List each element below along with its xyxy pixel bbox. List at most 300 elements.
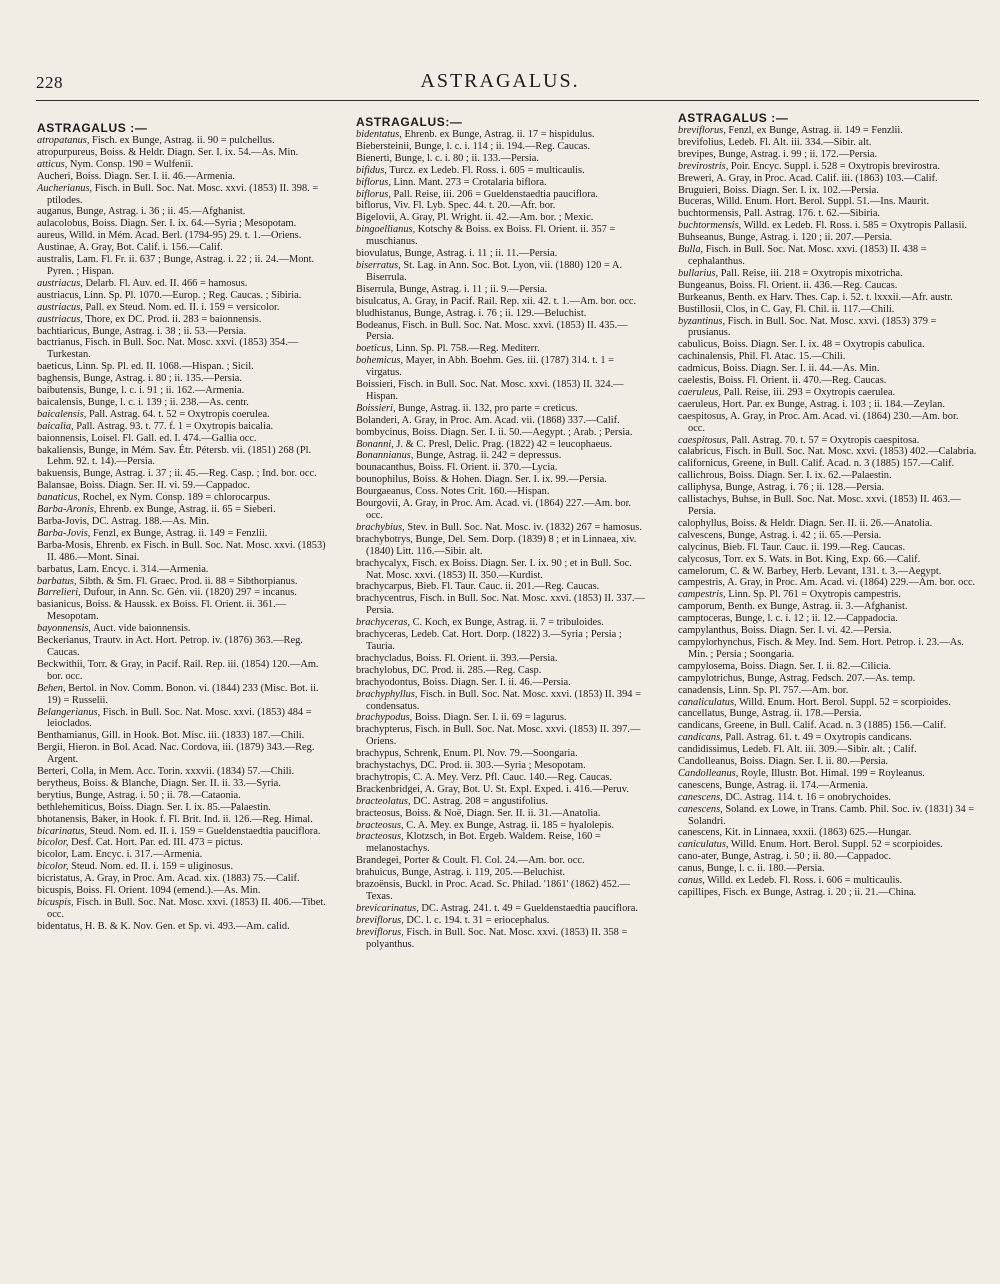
entry-text: Bunge, Del. Sem. Dorp. (1839) 8 ; et in Linnaea, xiv. (1840) Litt. 116.—Sibir. alt.: [366, 533, 637, 557]
entry-name: Bruguieri,: [678, 184, 721, 196]
entry-name: bicristatus,: [37, 873, 83, 885]
entry-text: Trautv. in Act. Hort. Petrop. iv. (1876) 363.—Reg. Caucas.: [47, 635, 303, 658]
entry: [356, 629, 648, 653]
entry-text: Bunge, in Mém. Sav. Étr. Pétersb. vii. (1851) 268 (Pl. Lehm. 92. t. 14).—Persia.: [47, 444, 312, 468]
entry-text: Boiss. Diagn. Ser. I. ii. 46.—Persia.: [419, 676, 571, 688]
entry-name: Barba-Jovis,: [37, 527, 91, 539]
entry: [356, 129, 648, 141]
entry-name: bethlehemiticus,: [37, 801, 106, 813]
entry-text: Linn. Sp. Pl. 1070.—Europ. ; Reg. Caucas. ; Sibiria.: [81, 289, 302, 301]
entry: [678, 292, 978, 304]
entry-text: Boiss. Diagn. Ser. I. ii. 50.—Aegypt. ; Arab. ; Persia.: [409, 426, 633, 438]
entry-text: Torr. & Gray, in Pacif. Rail. Rep. iii. (1854) 120.—Am. bor. occ.: [47, 658, 319, 682]
entry-text: Bunge, Astrag. i. 120 ; ii. 207.—Persia.: [725, 232, 893, 244]
column-3: [678, 112, 978, 899]
entry-name: Benthamianus,: [37, 730, 100, 742]
entry-name: camelorum,: [678, 565, 728, 577]
entry-name: bhotanensis,: [37, 813, 89, 825]
entry-name: Bienerti,: [356, 152, 393, 164]
entry-text: Fenzl, ex Bunge, Astrag. ii. 149 = Fenzlii.: [90, 527, 268, 539]
entry: [356, 808, 648, 820]
entry: [356, 343, 648, 355]
entry-text: DC. Prod. ii. 303.—Syria ; Mesopotam.: [417, 760, 586, 772]
entry-name: canescens,: [678, 791, 723, 803]
entry-name: campylorhynchus,: [678, 636, 755, 648]
entry-name: caespitosus,: [678, 434, 729, 446]
entry: [678, 470, 978, 482]
entry: [356, 153, 648, 165]
entry-text: Buhse, in Bull. Soc. Nat. Mosc. xxvi. (1853) II. 463.—Persia.: [688, 494, 961, 517]
entry-name: Boissieri,: [356, 402, 396, 414]
entry: [356, 558, 648, 582]
entry-text: Phil. Fl. Atac. 15.—Chili.: [736, 351, 846, 363]
entry-name: biflorus,: [356, 200, 391, 212]
entry: [37, 409, 327, 421]
entry-text: H. B. & K. Nov. Gen. et Sp. vi. 493.—Am. calid.: [82, 920, 290, 932]
entry-text: A. Gray, in Proc. Am. Acad. vi. (1864) 230.—Am. bor. occ.: [688, 410, 959, 434]
entry-name: cadmicus,: [678, 363, 720, 375]
entry-name: basianicus,: [37, 599, 83, 611]
entry-text: Klotzsch, in Bot. Ergeb. Waldem. Reise, 160 = melanostachys.: [366, 831, 601, 855]
entry: [678, 720, 978, 732]
entry-text: A. Gray, in Proc. Am. Acad. vii. (1868) 337.—Calif.: [399, 414, 620, 426]
entry-name: bicolor,: [37, 861, 69, 873]
entry-name: brevicarinatus,: [356, 902, 419, 914]
entry-text: Linn. Sp. Pl. 757.—Am. bor.: [725, 684, 849, 696]
entry-name: canescens,: [678, 827, 723, 839]
entry: [356, 296, 648, 308]
entry-text: Lam. Encyc. i. 314.—Armenia.: [74, 563, 209, 575]
entry: [37, 587, 327, 599]
entry-text: Bunge, Astrag. ii. 174.—Armenia.: [722, 779, 868, 791]
entry-name: Aucheri,: [37, 170, 74, 182]
entry-text: A. Gray, in Proc. Am. Acad. vi. (1864) 229.—Am. bor. occ.: [725, 577, 976, 589]
entry: [37, 183, 327, 207]
entry-name: candicans,: [678, 732, 723, 744]
entry-name: campylanthus,: [678, 625, 739, 637]
entry-text: Pall. Reise, iii. 293 = Oxytropis caerulea.: [721, 386, 896, 398]
entry: [356, 677, 648, 689]
entry-text: Fenzl, ex Bunge, Astrag. ii. 149 = Fenzlii.: [725, 125, 903, 136]
entry-name: australis,: [37, 254, 75, 266]
entry-text: Desf. Cat. Hort. Par. ed. III. 473 = pictus.: [68, 837, 243, 849]
entry-text: A. Gray, Pl. Wright. ii. 42.—Am. bor. ; Mexic.: [397, 212, 594, 224]
entry: [678, 530, 978, 542]
entry-text: Fisch. in Bull. Soc. Nat. Mosc. xxvi. (1853) 354.—Turkestan.: [47, 337, 299, 361]
entry: [678, 613, 978, 625]
column-heading: ASTRAGALUS :—: [678, 111, 789, 125]
entry-name: brahuicus,: [356, 867, 399, 879]
entry: [356, 189, 648, 201]
entry: [678, 685, 978, 697]
entry-text: Pall. Reise, iii. 206 = Gueldenstaedtia pauciflora.: [390, 188, 598, 200]
entry: [37, 599, 327, 623]
entry-name: brachystachys,: [356, 760, 418, 772]
entry: [37, 206, 327, 218]
entry-name: breviflorus,: [678, 125, 726, 136]
entry-text: Boiss. & Noë, Diagn. Ser. II. ii. 31.—Anatolia.: [402, 807, 601, 819]
entry-text: Bunge, l. c. ii. 180.—Persia.: [704, 863, 825, 875]
entry-text: C. A. Mey. ex Bunge, Astrag. ii. 185 = hyalolepis.: [403, 819, 615, 831]
entry: [678, 363, 978, 375]
entry: [356, 796, 648, 808]
entry: [678, 280, 978, 292]
entry: [356, 474, 648, 486]
entry-name: brevirostris,: [678, 160, 729, 172]
entry: [356, 248, 648, 260]
entry: [356, 617, 648, 629]
entry: [37, 766, 327, 778]
entry: [37, 837, 327, 849]
entry-name: Barrelieri,: [37, 587, 81, 599]
entry-text: DC. Astrag. 241. t. 49 = Gueldenstaedtia pauciflora.: [418, 902, 638, 914]
entry-text: Bunge, Astrag. ii. 242 = depressus.: [413, 450, 562, 462]
entry-text: Fisch. in Bull. Soc. Nat. Mosc. xxvi. (1853) II. 358 = polyanthus.: [366, 926, 628, 950]
entry: [37, 397, 327, 409]
entry-text: C. Koch, ex Bunge, Astrag. ii. 7 = tribuloides.: [409, 617, 604, 629]
entry-text: Bunge, Astrag. i. 38 ; ii. 53.—Persia.: [89, 325, 246, 337]
entry-name: austriacus,: [37, 277, 83, 289]
entry-name: Balansae,: [37, 480, 78, 492]
entry-text: Boiss. & Haussk. ex Boiss. Fl. Orient. ii. 361.—Mesopotam.: [47, 599, 287, 623]
entry: [678, 863, 978, 875]
entry: [678, 482, 978, 494]
entry-text: Pall. Astrag. 93. t. 77. f. 1 = Oxytropis baicalia.: [73, 420, 274, 432]
entry-name: atropurpureus,: [37, 146, 98, 158]
entry-text: Fisch. in Bull. Soc. Nat. Mosc. xxvi. (1853) 379 = prusianus.: [688, 315, 937, 339]
entry: [37, 778, 327, 790]
entry-text: Lam. Fl. Fr. ii. 637 ; Bunge, Astrag. i. 22 ; ii. 24.—Mont. Pyren. ; Hispan.: [47, 254, 315, 277]
entry: [356, 760, 648, 772]
entry: [678, 149, 978, 161]
entry-text: Boiss. Diagn. Ser. I. ii. 80.—Persia.: [737, 756, 889, 768]
entry: [356, 653, 648, 665]
entry-name: boeticus,: [356, 343, 394, 355]
entry-text: Greene, in Bull. Calif. Acad. n. 3 (1885) 156.—Calif.: [721, 720, 947, 732]
entry: [356, 141, 648, 153]
entry-text: Bunge, Astrag. i. 80 ; ii. 135.—Persia.: [80, 373, 242, 385]
entry-text: Boiss. & Hohen. Diagn. Ser. I. ix. 99.—Persia.: [409, 474, 607, 486]
entry: [37, 337, 327, 361]
entry: [37, 897, 327, 921]
entry: [356, 260, 648, 284]
entry-text: Boiss. Diagn. Ser. I. ix. 48 = Oxytropis cabulica.: [719, 339, 925, 351]
entry: [356, 927, 648, 951]
entry-text: Royle, Illustr. Bot. Himal. 199 = Royleanus.: [738, 767, 925, 779]
entry-name: candidissimus,: [678, 744, 740, 756]
entry-name: bisulcatus,: [356, 295, 401, 307]
entry-text: Boiss. Diagn. Ser. II. vi. 59.—Cappadoc.: [77, 480, 250, 492]
entry-name: bactrianus,: [37, 337, 83, 349]
entry: [356, 284, 648, 296]
entry-text: Bieb. Fl. Taur. Cauc. ii. 199.—Reg. Caucas.: [719, 541, 906, 553]
entry-text: Bieb. Fl. Taur. Cauc. ii. 201.—Reg. Caucas.: [414, 581, 600, 593]
entry-name: berytheus,: [37, 777, 80, 789]
entry-text: Linn. Sp. Pl. ed. II. 1068.—Hispan. ; Sicil.: [73, 361, 254, 373]
entry: [37, 480, 327, 492]
entry-name: Biserrula,: [356, 283, 397, 295]
entry-text: Fisch. in Bull. Soc. Nat. Mosc. xxvi. (1853) II. 397.—Oriens.: [366, 724, 641, 748]
entry: [37, 623, 327, 635]
entry-name: Boissieri,: [356, 379, 396, 391]
entry-text: Bunge, l. c. i. 139 ; ii. 238.—As. centr.: [85, 396, 249, 408]
entry-text: Greene, in Bull. Calif. Acad. n. 3 (1885) 157.—Calif.: [729, 458, 955, 470]
entry-text: Willd. in Mém. Acad. Berl. (1794-95) 29. t. 1.—Oriens.: [66, 230, 302, 242]
entry: [678, 768, 978, 780]
entry: [678, 494, 978, 518]
entry-name: brachybius,: [356, 521, 405, 533]
entry: [37, 873, 327, 885]
entry: [37, 849, 327, 861]
entry-name: Candolleanus,: [678, 756, 738, 768]
entry-name: byzantinus,: [678, 315, 726, 327]
entry-text: A. Gray, in Proc. Am. Acad. vi. (1864) 227.—Am. bor. occ.: [366, 498, 632, 521]
entry: [356, 308, 648, 320]
entry-name: calophyllus,: [678, 517, 729, 529]
entry-text: Poir. Encyc. Suppl. i. 528 = Oxytropis brevirostra.: [728, 160, 940, 172]
entry: [356, 355, 648, 379]
entry: [678, 316, 978, 340]
entry-name: Bourgovii,: [356, 498, 401, 510]
entry: [356, 427, 648, 439]
entry-name: aulacolobus,: [37, 218, 90, 230]
entry-name: aureus,: [37, 230, 67, 242]
entry: [356, 486, 648, 498]
entry: [37, 361, 327, 373]
entry: [678, 839, 978, 851]
entry-name: Bulla,: [678, 244, 704, 256]
entry-name: Aucherianus,: [37, 182, 93, 194]
entry-text: Baker, in Hook. f. Fl. Brit. Ind. ii. 126.—Reg. Himal.: [88, 813, 313, 825]
entry: [678, 220, 978, 232]
entry-text: Benth. ex Harv. Thes. Cap. i. 52. t. lxxxii.—Afr. austr.: [725, 291, 953, 303]
entry: [678, 446, 978, 458]
entry: [356, 165, 648, 177]
entry-name: canaliculatus,: [678, 696, 737, 708]
entry-text: Thore, ex DC. Prod. ii. 283 = baionnensis.: [82, 313, 262, 325]
entry: [678, 339, 978, 351]
entry-name: calliphysa,: [678, 482, 723, 494]
entry-text: Buckl. in Proc. Acad. Sc. Philad. '1861' (1862) 452.—Texas.: [366, 879, 630, 902]
entry: [678, 244, 978, 268]
entry: [678, 375, 978, 387]
entry-text: Willd. ex Ledeb. Fl. Ross. i. 585 = Oxytropis Pallasii.: [741, 220, 967, 232]
entry-name: brachyodontus,: [356, 676, 420, 688]
entry: [37, 218, 327, 230]
entry: [37, 814, 327, 826]
entry-text: Linn. Sp. Pl. 761 = Oxytropis campestris.: [725, 589, 901, 601]
entry-name: baibutensis,: [37, 385, 87, 397]
entry-text: DC. Astrag. 114. t. 16 = onobrychoides.: [722, 791, 891, 803]
entry-text: Fisch. in Bull. Soc. Nat. Mosc. xxvi. (1853) II. 398. = ptilodes.: [47, 182, 319, 206]
entry-text: A. Gray, Bot. Calif. i. 156.—Calif.: [76, 242, 223, 254]
entry-text: Nym. Consp. 190 = Wulfenii.: [67, 158, 194, 170]
entry-name: bicuspis,: [37, 885, 74, 897]
entry-name: Bigelovii,: [356, 212, 398, 224]
entry: [356, 581, 648, 593]
entry-text: Coss. Notes Crit. 160.—Hispan.: [412, 486, 550, 498]
entry: [678, 661, 978, 673]
entry-name: bakaliensis,: [37, 444, 86, 456]
entry-name: bracteolatus,: [356, 795, 411, 807]
entry: [678, 589, 978, 601]
entry-text: Bunge, l. c. i. 91 ; ii. 162.—Armenia.: [86, 385, 245, 397]
page-number: 228: [36, 73, 63, 92]
entry-text: Pall. Astrag. 176. t. 62.—Sibiria.: [741, 208, 881, 220]
entry: [678, 542, 978, 554]
entry: [678, 137, 978, 149]
entry: [678, 268, 978, 280]
entry: [37, 707, 327, 731]
entry-text: C. & W. Barbey, Herb. Levant, 131. t. 3.—Aegypt.: [727, 565, 942, 577]
entry-text: Willd. Enum. Hort. Berol. Suppl. 52 = scorpioides.: [728, 839, 943, 851]
entry-name: bullarius,: [678, 267, 719, 279]
entry: [678, 458, 978, 470]
entry-name: caelestis,: [678, 375, 716, 387]
entry-text: Boiss. Diagn. Ser. I. ix. 102.—Persia.: [720, 184, 879, 196]
entry-name: buchtormensis,: [678, 208, 742, 220]
entry-name: atropatanus,: [37, 135, 90, 146]
entry-name: canadensis,: [678, 684, 726, 696]
entry-text: Colla, in Mem. Acc. Torin. xxxvii. (1834) 57.—Chili.: [68, 766, 295, 778]
entry: [678, 304, 978, 316]
entry-text: Bunge, Astrag. ii. 132, pro parte = creticus.: [395, 402, 578, 414]
entry-name: Buhseanus,: [678, 232, 726, 244]
entry-name: Austinae,: [37, 242, 77, 254]
entry: [356, 415, 648, 427]
entry-text: Hort. Par. ex Bunge, Astrag. i. 103 ; ii. 184.—Zeylan.: [719, 398, 945, 410]
entry: [37, 885, 327, 897]
entry: [37, 576, 327, 588]
entry: [678, 827, 978, 839]
entry-name: baicalia,: [37, 420, 74, 432]
entry-text: Bunge, Astrag. i. 119, 205.—Beluchist.: [399, 867, 566, 879]
entry-name: calabricus,: [678, 446, 723, 458]
entry: [356, 522, 648, 534]
entry-text: Auct. vide baionnensis.: [90, 623, 191, 635]
entry-text: Bunge, l. c. i. 12 ; ii. 12.—Cappadocia.: [732, 613, 898, 625]
entry: [356, 772, 648, 784]
entry-text: Bunge, Astrag. i. 50 ; ii. 78.—Cataonia.: [73, 789, 241, 801]
entry-name: Biebersteinii,: [356, 140, 412, 152]
entry-name: Barba-Jovis,: [37, 516, 90, 527]
entry-text: Linn. Mant. 273 = Crotalaria biflora.: [390, 176, 547, 188]
entry-name: campylosema,: [678, 660, 738, 672]
entry-text: Fisch. in Bull. Soc. Nat. Mosc. xxvi. (1853) II. 337.—Persia.: [366, 593, 645, 617]
entry-name: brevipes,: [678, 148, 716, 160]
entry-name: brachycalyx,: [356, 557, 410, 569]
entry-name: bicarinatus,: [37, 825, 87, 837]
entry: [37, 433, 327, 445]
entry-text: Boiss. & Blanche, Diagn. Ser. II. ii. 33.—Syria.: [80, 777, 281, 789]
entry-text: Boiss. Diagn. Ser. I. ii. 69 = lagurus.: [412, 712, 567, 724]
entry-text: Bunge, Astrag. ii. 178.—Persia.: [726, 708, 862, 720]
entry: [356, 879, 648, 903]
entry: [356, 593, 648, 617]
entry: [37, 159, 327, 171]
entry-name: bakuensis,: [37, 468, 81, 480]
entry: [678, 125, 978, 137]
entry: [37, 326, 327, 338]
entry: [678, 387, 978, 399]
entry-name: Candolleanus,: [678, 767, 739, 779]
entry-text: Pall. Reise, iii. 218 = Oxytropis mixotricha.: [718, 267, 903, 279]
entry-text: Ehrenb. ex Bunge, Astrag. ii. 65 = Sieberi.: [96, 504, 276, 516]
entry: [37, 921, 327, 933]
entry-text: A. Gray, in Proc. Am. Acad. xix. (1883) 75.—Calif.: [82, 873, 300, 885]
entry-text: Benth. ex Bunge, Astrag. ii. 3.—Afghanist.: [725, 601, 908, 613]
entry-text: Steud. Nom. ed. II. i. 159 = uliginosus.: [68, 861, 234, 873]
entry-text: A. Gray, in Pacif. Rail. Rep. xii. 42. t. 1.—Am. bor. occ.: [400, 295, 637, 307]
entry-text: Boiss. & Heldr. Diagn. Ser. II. ii. 26.—Anatolia.: [728, 517, 933, 529]
entry-name: baicalensis,: [37, 396, 86, 408]
entry: [678, 744, 978, 756]
entry: [678, 625, 978, 637]
entry: [678, 185, 978, 197]
column-heading: ASTRAGALUS :—: [37, 121, 148, 135]
entry-text: Willd. Enum. Hort. Berol. Suppl. 52 = scorpioides.: [736, 696, 951, 708]
entry-name: calycinus,: [678, 541, 720, 553]
entry-name: capillipes,: [678, 887, 721, 898]
entry-name: Belangerianus,: [37, 706, 101, 718]
entry-name: californicus,: [678, 458, 730, 470]
entry: [37, 790, 327, 802]
entry-name: bohemicus,: [356, 355, 404, 367]
entry-text: Fisch. in Bull. Soc. Nat. Mosc. xxvi. (1853) 484 = leioclados.: [47, 706, 312, 730]
entry-text: Delarb. Fl. Auv. ed. II. 466 = hamosus.: [82, 277, 248, 289]
entry: [356, 439, 648, 451]
entry: [37, 802, 327, 814]
entry: [37, 314, 327, 326]
entry-text: Boiss. Diagn. Ser. I. ix. 62.—Palaestin.: [726, 470, 892, 482]
entry-name: canus,: [678, 875, 705, 887]
entry-text: Fisch. ex Boiss. Diagn. Ser. I. ix. 90 ; et in Bull. Soc. Nat. Mosc. xxvi. (1853) II. 350.—Kurdist.: [366, 557, 632, 581]
entry: [356, 903, 648, 915]
entry-name: Beckwithii,: [37, 658, 86, 670]
entry-text: Kotschy & Boiss. ex Boiss. Fl. Orient. ii. 357 = muschianus.: [366, 224, 616, 248]
entry-text: Bunge, l. c. i. 80 ; ii. 133.—Persia.: [392, 152, 539, 164]
entry: [356, 820, 648, 832]
entry-text: Boiss. Fl. Orient. ii. 436.—Reg. Caucas.: [726, 279, 898, 291]
entry-text: St. Lag. in Ann. Soc. Bot. Lyon, vii. (1880) 120 = A. Biserrula.: [366, 259, 622, 283]
entry-name: breviflorus,: [356, 926, 404, 938]
entry-name: brevifolius,: [678, 136, 726, 148]
entry: [356, 784, 648, 796]
entry-name: calvescens,: [678, 529, 726, 541]
entry-text: Fisch. ex Bunge, Astrag. ii. 90 = pulchellus.: [89, 135, 275, 146]
entry: [356, 665, 648, 677]
entry-text: Boiss. Fl. Orient. 1094 (emend.).—As. Min.: [73, 885, 261, 897]
entry-text: Porter & Coult. Fl. Col. 24.—Am. bor. occ.: [401, 855, 585, 867]
entry-text: Gill. in Hook. Bot. Misc. iii. (1833) 187.—Chili.: [99, 730, 305, 742]
entry-name: banaticus,: [37, 492, 81, 504]
entry-name: baghensis,: [37, 373, 81, 385]
entry-name: breviflorus,: [356, 914, 404, 926]
entry: [356, 724, 648, 748]
entry-text: Boiss. Fl. Orient. ii. 393.—Persia.: [413, 652, 558, 664]
entry: [678, 411, 978, 435]
column-1: [37, 122, 327, 933]
entry: [678, 208, 978, 220]
entry-text: Bunge, Astrag. i. 36 ; ii. 45.—Afghanist.: [73, 206, 246, 218]
entry-text: Ehrenb. ex Bunge, Astrag. ii. 17 = hispidulus.: [401, 129, 595, 140]
entry: [37, 635, 327, 659]
entry-name: bracteosus,: [356, 807, 403, 819]
entry-text: Boiss. Diagn. Ser. I. vi. 42.—Persia.: [738, 625, 892, 637]
entry-name: Burkeanus,: [678, 291, 726, 303]
entry-text: Bertol. in Nov. Comm. Bonon. vi. (1844) 233 (Misc. Bot. ii. 19) = Russelii.: [47, 682, 319, 706]
entry-name: Bolanderi,: [356, 414, 400, 426]
